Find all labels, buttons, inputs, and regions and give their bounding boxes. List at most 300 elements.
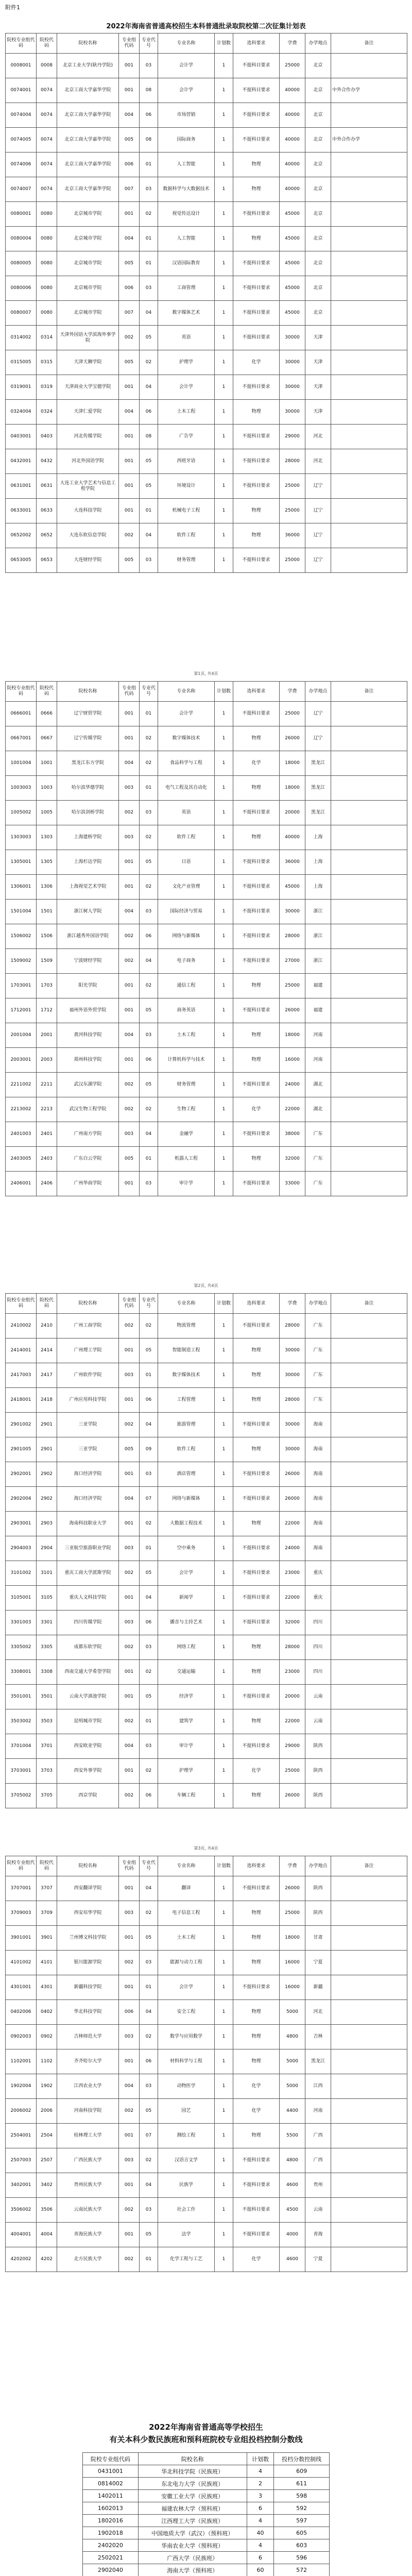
table-row — [6, 2025, 407, 2049]
table-cell: 1 — [215, 1437, 233, 1462]
table-cell: 33000 — [280, 1172, 305, 1196]
table-cell: 广告学 — [158, 425, 215, 449]
table-cell: 贵州民族大学 — [57, 2173, 119, 2198]
table-cell: 商务英语 — [158, 998, 215, 1023]
table-cell: 北京工商大学嘉华学院 — [57, 152, 119, 177]
table-cell: 辽宁 — [305, 474, 331, 499]
table-cell — [331, 1611, 407, 1635]
table-cell — [331, 152, 407, 177]
table-cell: 园艺 — [158, 2099, 215, 2124]
table-cell — [331, 1561, 407, 1586]
table-cell: 4500 — [280, 2198, 305, 2223]
table-cell: 2402020 — [83, 2539, 139, 2552]
table-cell: 1 — [215, 2025, 233, 2049]
table-cell: 2006 — [37, 2099, 57, 2124]
table-cell: 01 — [140, 251, 158, 276]
table-cell — [331, 1926, 407, 1951]
table-cell: 3308 — [37, 1660, 57, 1685]
table-cell: 001 — [119, 2223, 140, 2247]
table-cell: 重庆 — [305, 1561, 331, 1586]
table-cell: 不提科目要求 — [233, 1975, 280, 2000]
table-cell: 03 — [140, 1462, 158, 1487]
table-cell: 1 — [215, 425, 233, 449]
table-cell: 数据科学与大数据技术 — [158, 177, 215, 202]
table-cell: 23000 — [280, 1660, 305, 1685]
table-cell: 1506 — [37, 924, 57, 949]
table-cell: 0814002 — [83, 2478, 139, 2490]
table-cell: 不提科目要求 — [233, 1536, 280, 1561]
table-cell: 1902004 — [6, 2074, 37, 2099]
table-cell: 29000 — [280, 425, 305, 449]
table-cell: 18000 — [280, 751, 305, 776]
table-cell: 6 — [247, 2552, 274, 2564]
table-cell — [331, 1462, 407, 1487]
table-cell: 3709 — [37, 1901, 57, 1926]
table-cell: 中外合作办学 — [331, 128, 407, 152]
table-cell — [331, 1512, 407, 1536]
table-cell: 安全工程 — [158, 2000, 215, 2025]
table-cell: 30000 — [280, 1437, 305, 1462]
table-cell: 会计学 — [158, 54, 215, 78]
table-cell: 2902040 — [83, 2564, 139, 2576]
table-cell: 002 — [119, 2198, 140, 2223]
table-cell: 财务管理 — [158, 1073, 215, 1097]
table-cell: 1902 — [37, 2074, 57, 2099]
table-cell: 3305002 — [6, 1635, 37, 1660]
table-cell: 2418 — [37, 1388, 57, 1413]
table-cell: 4202002 — [6, 2247, 37, 2272]
table-cell: 001 — [119, 1926, 140, 1951]
table-cell: 1 — [215, 276, 233, 301]
table-cell: 30000 — [280, 900, 305, 924]
table-cell: 006 — [119, 2000, 140, 2025]
table-row — [83, 2478, 330, 2490]
table-cell: 英语 — [158, 801, 215, 825]
table-cell: 45000 — [280, 875, 305, 900]
table-cell: 001 — [119, 1685, 140, 1709]
table-row — [6, 1512, 407, 1536]
table-cell: 1 — [215, 801, 233, 825]
table-cell: 2410 — [37, 1314, 57, 1338]
table-row — [6, 449, 407, 474]
table-cell: 4800 — [280, 2025, 305, 2049]
table-row — [6, 702, 407, 726]
table-row — [6, 78, 407, 103]
table-cell: 物理 — [233, 1901, 280, 1926]
table-cell: 23000 — [280, 1561, 305, 1586]
table-cell: 不提科目要求 — [233, 1122, 280, 1147]
table-cell: 0080 — [37, 301, 57, 326]
table-cell: 1306 — [37, 875, 57, 900]
table-cell: 不提科目要求 — [233, 548, 280, 573]
column-header: 院校专业组代码 — [83, 2453, 139, 2465]
table-cell: 市场营销 — [158, 103, 215, 128]
table-cell: 2006002 — [6, 2099, 37, 2124]
table-cell: 不提科目要求 — [233, 1413, 280, 1437]
table-cell: 4 — [247, 2539, 274, 2552]
table-cell: 2904 — [37, 1536, 57, 1561]
table-cell: 1 — [215, 2148, 233, 2173]
table-cell: 001 — [119, 998, 140, 1023]
table-cell: 西京学院 — [57, 1784, 119, 1808]
table-cell: 哈尔滨华德学院 — [57, 776, 119, 801]
table-cell: 26000 — [280, 1876, 305, 1901]
table-cell: 30000 — [280, 1413, 305, 1437]
table-cell: 广西 — [305, 2124, 331, 2148]
table-cell: 1509 — [37, 949, 57, 974]
table-cell: 广东 — [305, 1388, 331, 1413]
table-cell: 0902 — [37, 2025, 57, 2049]
table-cell: 1 — [215, 1759, 233, 1784]
table-cell: 西班牙语 — [158, 449, 215, 474]
table-cell: 天津天狮学院 — [57, 350, 119, 375]
table-cell: 食品科学与工程 — [158, 751, 215, 776]
table-cell: 1 — [215, 1926, 233, 1951]
table-cell: 2901005 — [6, 1437, 37, 1462]
table-cell: 1703 — [37, 974, 57, 998]
table-cell: 04 — [140, 523, 158, 548]
table-cell: 25000 — [280, 1759, 305, 1784]
table-cell: 1712 — [37, 998, 57, 1023]
table-row — [6, 251, 407, 276]
table-cell — [331, 548, 407, 573]
table-cell: 海南 — [305, 1437, 331, 1462]
table-row — [83, 2465, 330, 2478]
enrollment-table — [5, 1293, 407, 1808]
table-cell: 1 — [215, 1363, 233, 1388]
table-cell — [331, 924, 407, 949]
table-cell: 0314002 — [6, 326, 37, 350]
column-header: 专业名称 — [158, 1856, 215, 1876]
table-cell: 2211 — [37, 1073, 57, 1097]
table-cell: 4101002 — [6, 1951, 37, 1975]
table-cell: 福建 — [305, 998, 331, 1023]
table-cell: 福州外语外贸学院 — [57, 998, 119, 1023]
table-cell: 河北传媒学院 — [57, 425, 119, 449]
table-cell: 1 — [215, 54, 233, 78]
table-cell: 006 — [119, 152, 140, 177]
table-cell: 软件工程 — [158, 523, 215, 548]
table-row — [6, 548, 407, 573]
table-cell: 007 — [119, 301, 140, 326]
table-cell: 1005002 — [6, 801, 37, 825]
table-cell: 2507003 — [6, 2148, 37, 2173]
table-cell: 1 — [215, 776, 233, 801]
table-cell: 1506002 — [6, 924, 37, 949]
table-cell: 天津外国语大学滨海外事学院 — [57, 326, 119, 350]
table-cell: 1 — [215, 449, 233, 474]
table-cell: 北京工商大学嘉华学院 — [57, 177, 119, 202]
table-row — [6, 1734, 407, 1759]
table-cell: 广西民族大学 — [57, 2148, 119, 2173]
table-cell: 26000 — [280, 726, 305, 751]
table-cell: 09 — [140, 1437, 158, 1462]
table-cell: 1305 — [37, 850, 57, 875]
table-cell: 昆明城市学院 — [57, 1709, 119, 1734]
table-cell: 1 — [215, 998, 233, 1023]
table-cell: 不提科目要求 — [233, 2223, 280, 2247]
table-cell: 28000 — [280, 1388, 305, 1413]
table-cell: 005 — [119, 251, 140, 276]
table-cell: 1005 — [37, 801, 57, 825]
table-cell: 1303003 — [6, 825, 37, 850]
table-cell: 3701 — [37, 1734, 57, 1759]
table-cell: 0074 — [37, 152, 57, 177]
table-cell: 北京城市学院 — [57, 202, 119, 227]
table-cell: 人工智能 — [158, 152, 215, 177]
table-cell: 三亚学院 — [57, 1437, 119, 1462]
table-cell: 03 — [140, 1172, 158, 1196]
column-header: 专业代号 — [140, 33, 158, 54]
table-row — [6, 1437, 407, 1462]
table-cell — [331, 1660, 407, 1685]
table-cell: 北京工商大学嘉华学院 — [57, 78, 119, 103]
table-cell: 不提科目要求 — [233, 375, 280, 400]
table-cell: 宁夏 — [305, 2247, 331, 2272]
table-cell: 16000 — [280, 1975, 305, 2000]
column-header: 备注 — [331, 1856, 407, 1876]
table-cell: 5500 — [280, 2124, 305, 2148]
table-cell: 2901 — [37, 1413, 57, 1437]
table-cell: 不提科目要求 — [233, 1685, 280, 1709]
table-cell: 黑龙江 — [305, 801, 331, 825]
table-cell: 03 — [140, 276, 158, 301]
table-cell: 005 — [119, 128, 140, 152]
table-cell: 2211002 — [6, 1073, 37, 1097]
table-header-row — [83, 2453, 330, 2465]
column-header: 学费 — [280, 33, 305, 54]
table-cell: 03 — [140, 2198, 158, 2223]
table-cell: 英语 — [158, 326, 215, 350]
table-cell: 05 — [140, 2223, 158, 2247]
table-cell: 1306001 — [6, 875, 37, 900]
table-cell: 002 — [119, 1073, 140, 1097]
table-cell: 1 — [215, 1586, 233, 1611]
table-cell: 不提科目要求 — [233, 2198, 280, 2223]
table-cell: 1 — [215, 2074, 233, 2099]
table-row — [6, 875, 407, 900]
table-cell: 2903 — [37, 1512, 57, 1536]
table-row — [6, 177, 407, 202]
table-row — [83, 2552, 330, 2564]
table-cell: 2417 — [37, 1363, 57, 1388]
table-cell: 609 — [274, 2465, 330, 2478]
table-cell: 河南 — [305, 1048, 331, 1073]
table-cell: 物理 — [233, 1363, 280, 1388]
table-cell: 003 — [119, 825, 140, 850]
table-cell — [331, 449, 407, 474]
table-cell: 005 — [119, 1147, 140, 1172]
table-cell: 国际商务 — [158, 128, 215, 152]
table-cell: 土木工程 — [158, 1023, 215, 1048]
table-cell — [331, 2025, 407, 2049]
table-cell: 001 — [119, 726, 140, 751]
table-row — [6, 1147, 407, 1172]
table-cell: 3305 — [37, 1635, 57, 1660]
table-cell: 陕西 — [305, 1784, 331, 1808]
table-cell: 四川 — [305, 1611, 331, 1635]
table-cell: 002 — [119, 326, 140, 350]
table-cell: 1 — [215, 1487, 233, 1512]
table-cell: 45000 — [280, 276, 305, 301]
table-cell: 1 — [215, 2198, 233, 2223]
table-cell: 0080007 — [6, 301, 37, 326]
table-row — [6, 1023, 407, 1048]
table-cell: 浙江 — [305, 900, 331, 924]
column-header: 院校代码 — [37, 682, 57, 702]
table-cell: 1 — [215, 702, 233, 726]
table-cell: 3101 — [37, 1561, 57, 1586]
table-cell: 江西农业大学 — [57, 2074, 119, 2099]
table-cell: 30000 — [280, 350, 305, 375]
table-cell: 西安欧亚学院 — [57, 1734, 119, 1759]
table-cell: 22000 — [280, 1512, 305, 1536]
table-cell: 广东 — [305, 1122, 331, 1147]
table-cell: 03 — [140, 2074, 158, 2099]
table-cell: 陕西 — [305, 1734, 331, 1759]
table-cell: 数字媒体技术 — [158, 1363, 215, 1388]
table-cell: 0667 — [37, 726, 57, 751]
column-header: 院校专业组代码 — [6, 1856, 37, 1876]
table-cell: 吉林 — [305, 2025, 331, 2049]
table-cell: 不提科目要求 — [233, 1586, 280, 1611]
table-row — [6, 350, 407, 375]
table-cell: 001 — [119, 2124, 140, 2148]
table-cell: 004 — [119, 103, 140, 128]
table-cell — [331, 900, 407, 924]
table-row — [6, 1951, 407, 1975]
table-cell: 广州理工学院 — [57, 1338, 119, 1363]
table-cell: 三亚学院 — [57, 1413, 119, 1437]
table-cell: 汉语国际教育 — [158, 251, 215, 276]
table-cell: 计算机科学与技术 — [158, 1048, 215, 1073]
table-cell: 中国地质大学（武汉）（预科班） — [138, 2527, 247, 2539]
table-cell: 1 — [215, 326, 233, 350]
table-cell — [331, 776, 407, 801]
column-header: 专业组代码 — [119, 1294, 140, 1314]
column-header: 专业代号 — [140, 682, 158, 702]
table-cell: 1 — [215, 1709, 233, 1734]
table-cell: 0653 — [37, 548, 57, 573]
table-cell — [331, 825, 407, 850]
table-cell: 1 — [215, 1685, 233, 1709]
table-cell — [331, 1734, 407, 1759]
table-cell: 04 — [140, 1586, 158, 1611]
table-cell: 01 — [140, 1536, 158, 1561]
table-cell — [331, 276, 407, 301]
table-cell: 20000 — [280, 801, 305, 825]
column-header: 计划数 — [247, 2453, 274, 2465]
table-cell: 06 — [140, 924, 158, 949]
table-cell: 0666001 — [6, 702, 37, 726]
table-cell: 1 — [215, 2000, 233, 2025]
table-cell: 旅游管理 — [158, 1413, 215, 1437]
table-cell: 001 — [119, 1975, 140, 2000]
table-cell: 30000 — [280, 1363, 305, 1388]
table-cell — [331, 2247, 407, 2272]
table-cell — [331, 499, 407, 523]
table-cell: 002 — [119, 523, 140, 548]
table-cell: 03 — [140, 801, 158, 825]
table-cell: 天津商业大学宝德学院 — [57, 375, 119, 400]
table-row — [6, 2074, 407, 2099]
table-cell: 网络与新媒体 — [158, 1487, 215, 1512]
column-header: 办学地点 — [305, 1294, 331, 1314]
table-cell — [331, 2124, 407, 2148]
table-row — [6, 2099, 407, 2124]
table-cell: 重庆 — [305, 1586, 331, 1611]
table-cell: 1802016 — [83, 2515, 139, 2527]
table-cell: 02 — [140, 726, 158, 751]
table-cell: 云南 — [305, 2198, 331, 2223]
table-cell: 广西 — [305, 2148, 331, 2173]
table-cell: 003 — [119, 1363, 140, 1388]
table-cell: 1 — [215, 1784, 233, 1808]
column-header: 选科要求 — [233, 33, 280, 54]
table-cell: 003 — [119, 1611, 140, 1635]
table-cell: 04 — [140, 1876, 158, 1901]
table-cell: 不提科目要求 — [233, 1561, 280, 1586]
table-cell: 河北 — [305, 2000, 331, 2025]
column-header: 专业代号 — [140, 1294, 158, 1314]
table-cell: 新闻学 — [158, 1586, 215, 1611]
table-cell: 03 — [140, 548, 158, 573]
table-cell: 08 — [140, 128, 158, 152]
table-cell: 1 — [215, 1975, 233, 2000]
table-cell: 002 — [119, 1635, 140, 1660]
table-row — [83, 2527, 330, 2539]
table-cell: 武汉东湖学院 — [57, 1073, 119, 1097]
table-cell: 29000 — [280, 1734, 305, 1759]
table-cell: 006 — [119, 276, 140, 301]
table-cell: 1 — [215, 2124, 233, 2148]
table-cell — [331, 350, 407, 375]
table-cell: 3709003 — [6, 1901, 37, 1926]
table-cell: 002 — [119, 1784, 140, 1808]
table-cell: 1102001 — [6, 2049, 37, 2074]
table-cell: 2001004 — [6, 1023, 37, 1048]
table-cell: 不提科目要求 — [233, 425, 280, 449]
table-cell: 004 — [119, 900, 140, 924]
table-cell: 2003001 — [6, 1048, 37, 1073]
table-cell: 工程管理 — [158, 1388, 215, 1413]
table-cell: 003 — [119, 2148, 140, 2173]
table-cell: 007 — [119, 177, 140, 202]
table-cell: 物理 — [233, 1437, 280, 1462]
table-row — [6, 1759, 407, 1784]
column-header: 专业代号 — [140, 1856, 158, 1876]
table-cell: 1305001 — [6, 850, 37, 875]
table-cell: 45000 — [280, 251, 305, 276]
table-cell: 河北外国语学院 — [57, 449, 119, 474]
table-cell: 3501001 — [6, 1685, 37, 1709]
table-cell — [331, 103, 407, 128]
table-cell: 22000 — [280, 1097, 305, 1122]
table-cell: 02 — [140, 2025, 158, 2049]
table-cell: 005 — [119, 1437, 140, 1462]
table-cell: 4000 — [280, 2223, 305, 2247]
table-cell: 不提科目要求 — [233, 850, 280, 875]
table-cell: 北京城市学院 — [57, 276, 119, 301]
table-cell: 1 — [215, 1122, 233, 1147]
table-cell: 上海 — [305, 825, 331, 850]
table-cell: 智能制造工程 — [158, 1338, 215, 1363]
table-cell: 05 — [140, 1685, 158, 1709]
table-cell: 0008 — [37, 54, 57, 78]
table-cell — [331, 2049, 407, 2074]
table-cell: 1 — [215, 900, 233, 924]
table-cell: 02 — [140, 974, 158, 998]
